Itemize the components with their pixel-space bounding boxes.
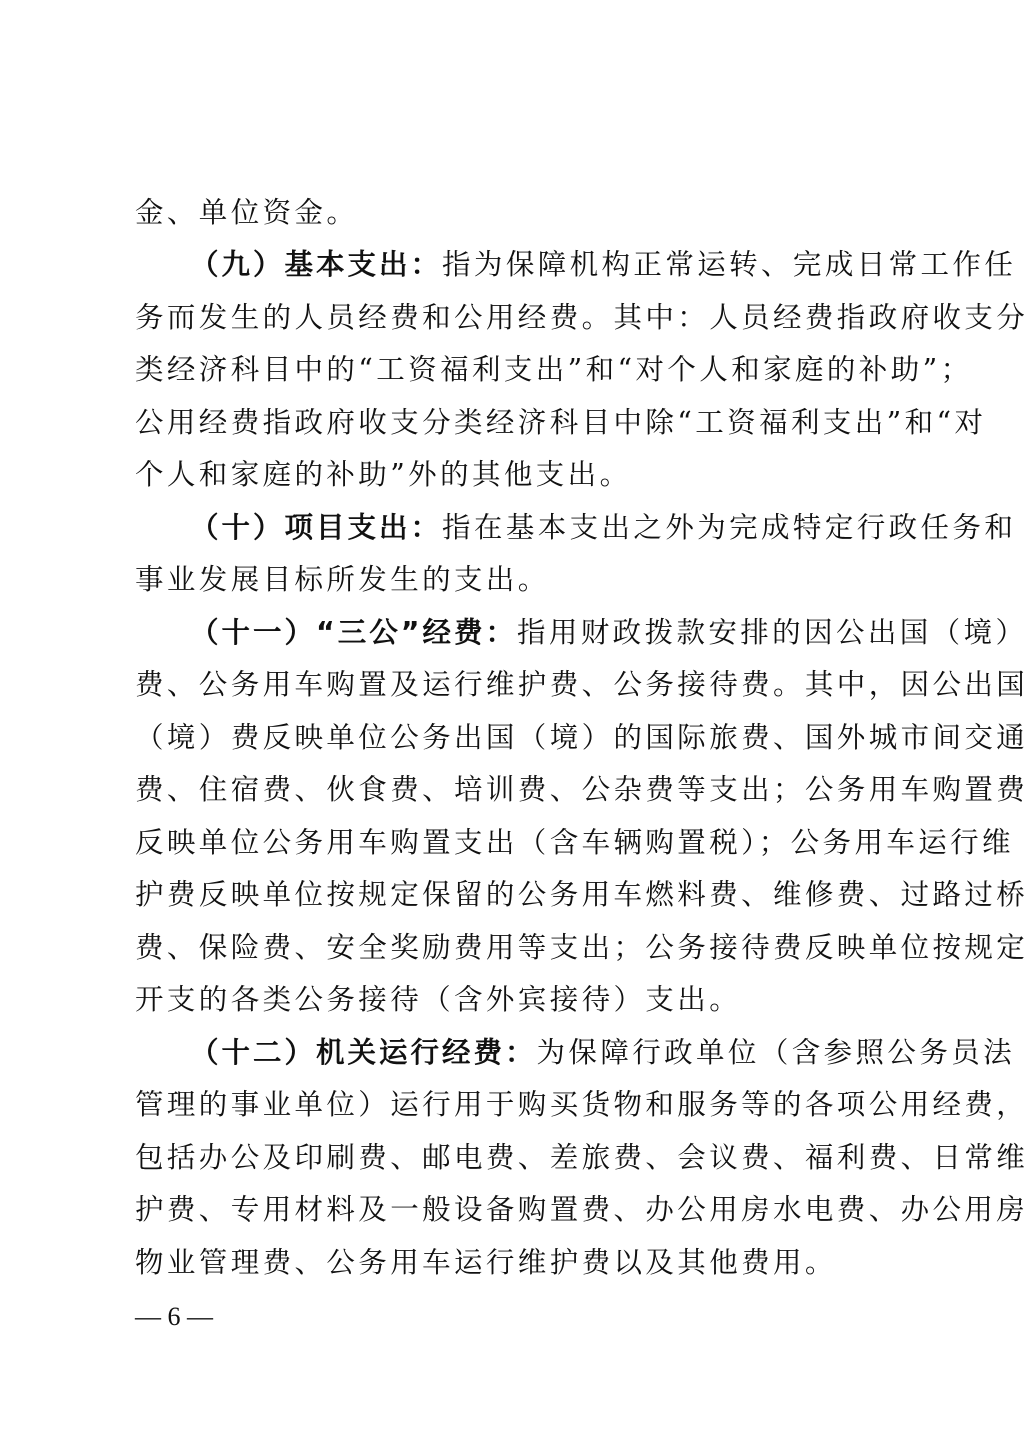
line-text: 个人和家庭的补助”外的其他支出。 — [135, 458, 632, 491]
body-line — [135, 298, 1028, 338]
body-line — [135, 1138, 1028, 1178]
body-line — [135, 823, 1014, 863]
line-text: 公用经费指政府收支分类经济科目中除“工资福利支出”和“对 — [135, 406, 987, 439]
body-line — [135, 1243, 895, 1283]
body-line — [135, 403, 987, 443]
body-line — [135, 665, 1028, 705]
line-text: 指在基本支出之外为完成特定行政任务和 — [442, 511, 1017, 544]
section-9-heading: （九）基本支出： — [190, 248, 443, 281]
line-text: 指用财政拨款安排的因公出国（境） — [516, 616, 1028, 649]
section-12-heading: （十二）机关运行经费： — [190, 1036, 537, 1069]
body-line — [135, 928, 1028, 968]
body-line — [135, 193, 895, 233]
line-text: 费、住宿费、伙食费、培训费、公杂费等支出；公务用车购置费 — [135, 773, 1028, 806]
line-text: 管理的事业单位）运行用于购买货物和服务等的各项公用经费， — [135, 1088, 1028, 1121]
line-text: 务而发生的人员经费和公用经费。其中：人员经费指政府收支分 — [135, 301, 1028, 334]
line-text: 金、单位资金。 — [135, 196, 359, 229]
line-text: 指为保障机构正常运转、完成日常工作任 — [442, 248, 1017, 281]
line-text: 类经济科目中的“工资福利支出”和“对个人和家庭的补助”； — [135, 353, 973, 386]
line-text: （境）费反映单位公务出国（境）的国际旅费、国外城市间交通 — [135, 721, 1028, 754]
body-line — [135, 1085, 1028, 1125]
line-text: 反映单位公务用车购置支出（含车辆购置税）；公务用车运行维 — [135, 826, 1014, 859]
page-number: — 6 — — [135, 1302, 213, 1331]
section-10-first-line — [190, 508, 1017, 548]
section-11-heading: （十一）“三公”经费： — [190, 616, 517, 649]
body-line — [135, 560, 895, 600]
line-text: 为保障行政单位（含参照公务员法 — [536, 1036, 1016, 1069]
body-line — [135, 770, 1028, 810]
line-text: 事业发展目标所发生的支出。 — [135, 563, 550, 596]
body-line — [135, 1190, 1028, 1230]
section-11-first-line — [190, 613, 1028, 653]
body-line — [135, 718, 1028, 758]
section-10-heading: （十）项目支出： — [190, 511, 443, 544]
body-line — [135, 350, 973, 390]
line-text: 开支的各类公务接待（含外宾接待）支出。 — [135, 983, 742, 1016]
line-text: 费、保险费、安全奖励费用等支出；公务接待费反映单位按规定 — [135, 931, 1028, 964]
body-line — [135, 875, 1028, 915]
line-text: 护费反映单位按规定保留的公务用车燃料费、维修费、过路过桥 — [135, 878, 1028, 911]
line-text: 物业管理费、公务用车运行维护费以及其他费用。 — [135, 1246, 837, 1279]
line-text: 护费、专用材料及一般设备购置费、办公用房水电费、办公用房 — [135, 1193, 1028, 1226]
section-9-first-line — [190, 245, 1017, 285]
section-12-first-line — [190, 1033, 1016, 1073]
body-line — [135, 980, 895, 1020]
line-text: 包括办公及印刷费、邮电费、差旅费、会议费、福利费、日常维 — [135, 1141, 1028, 1174]
line-text: 费、公务用车购置及运行维护费、公务接待费。其中，因公出国 — [135, 668, 1028, 701]
body-line — [135, 455, 895, 495]
